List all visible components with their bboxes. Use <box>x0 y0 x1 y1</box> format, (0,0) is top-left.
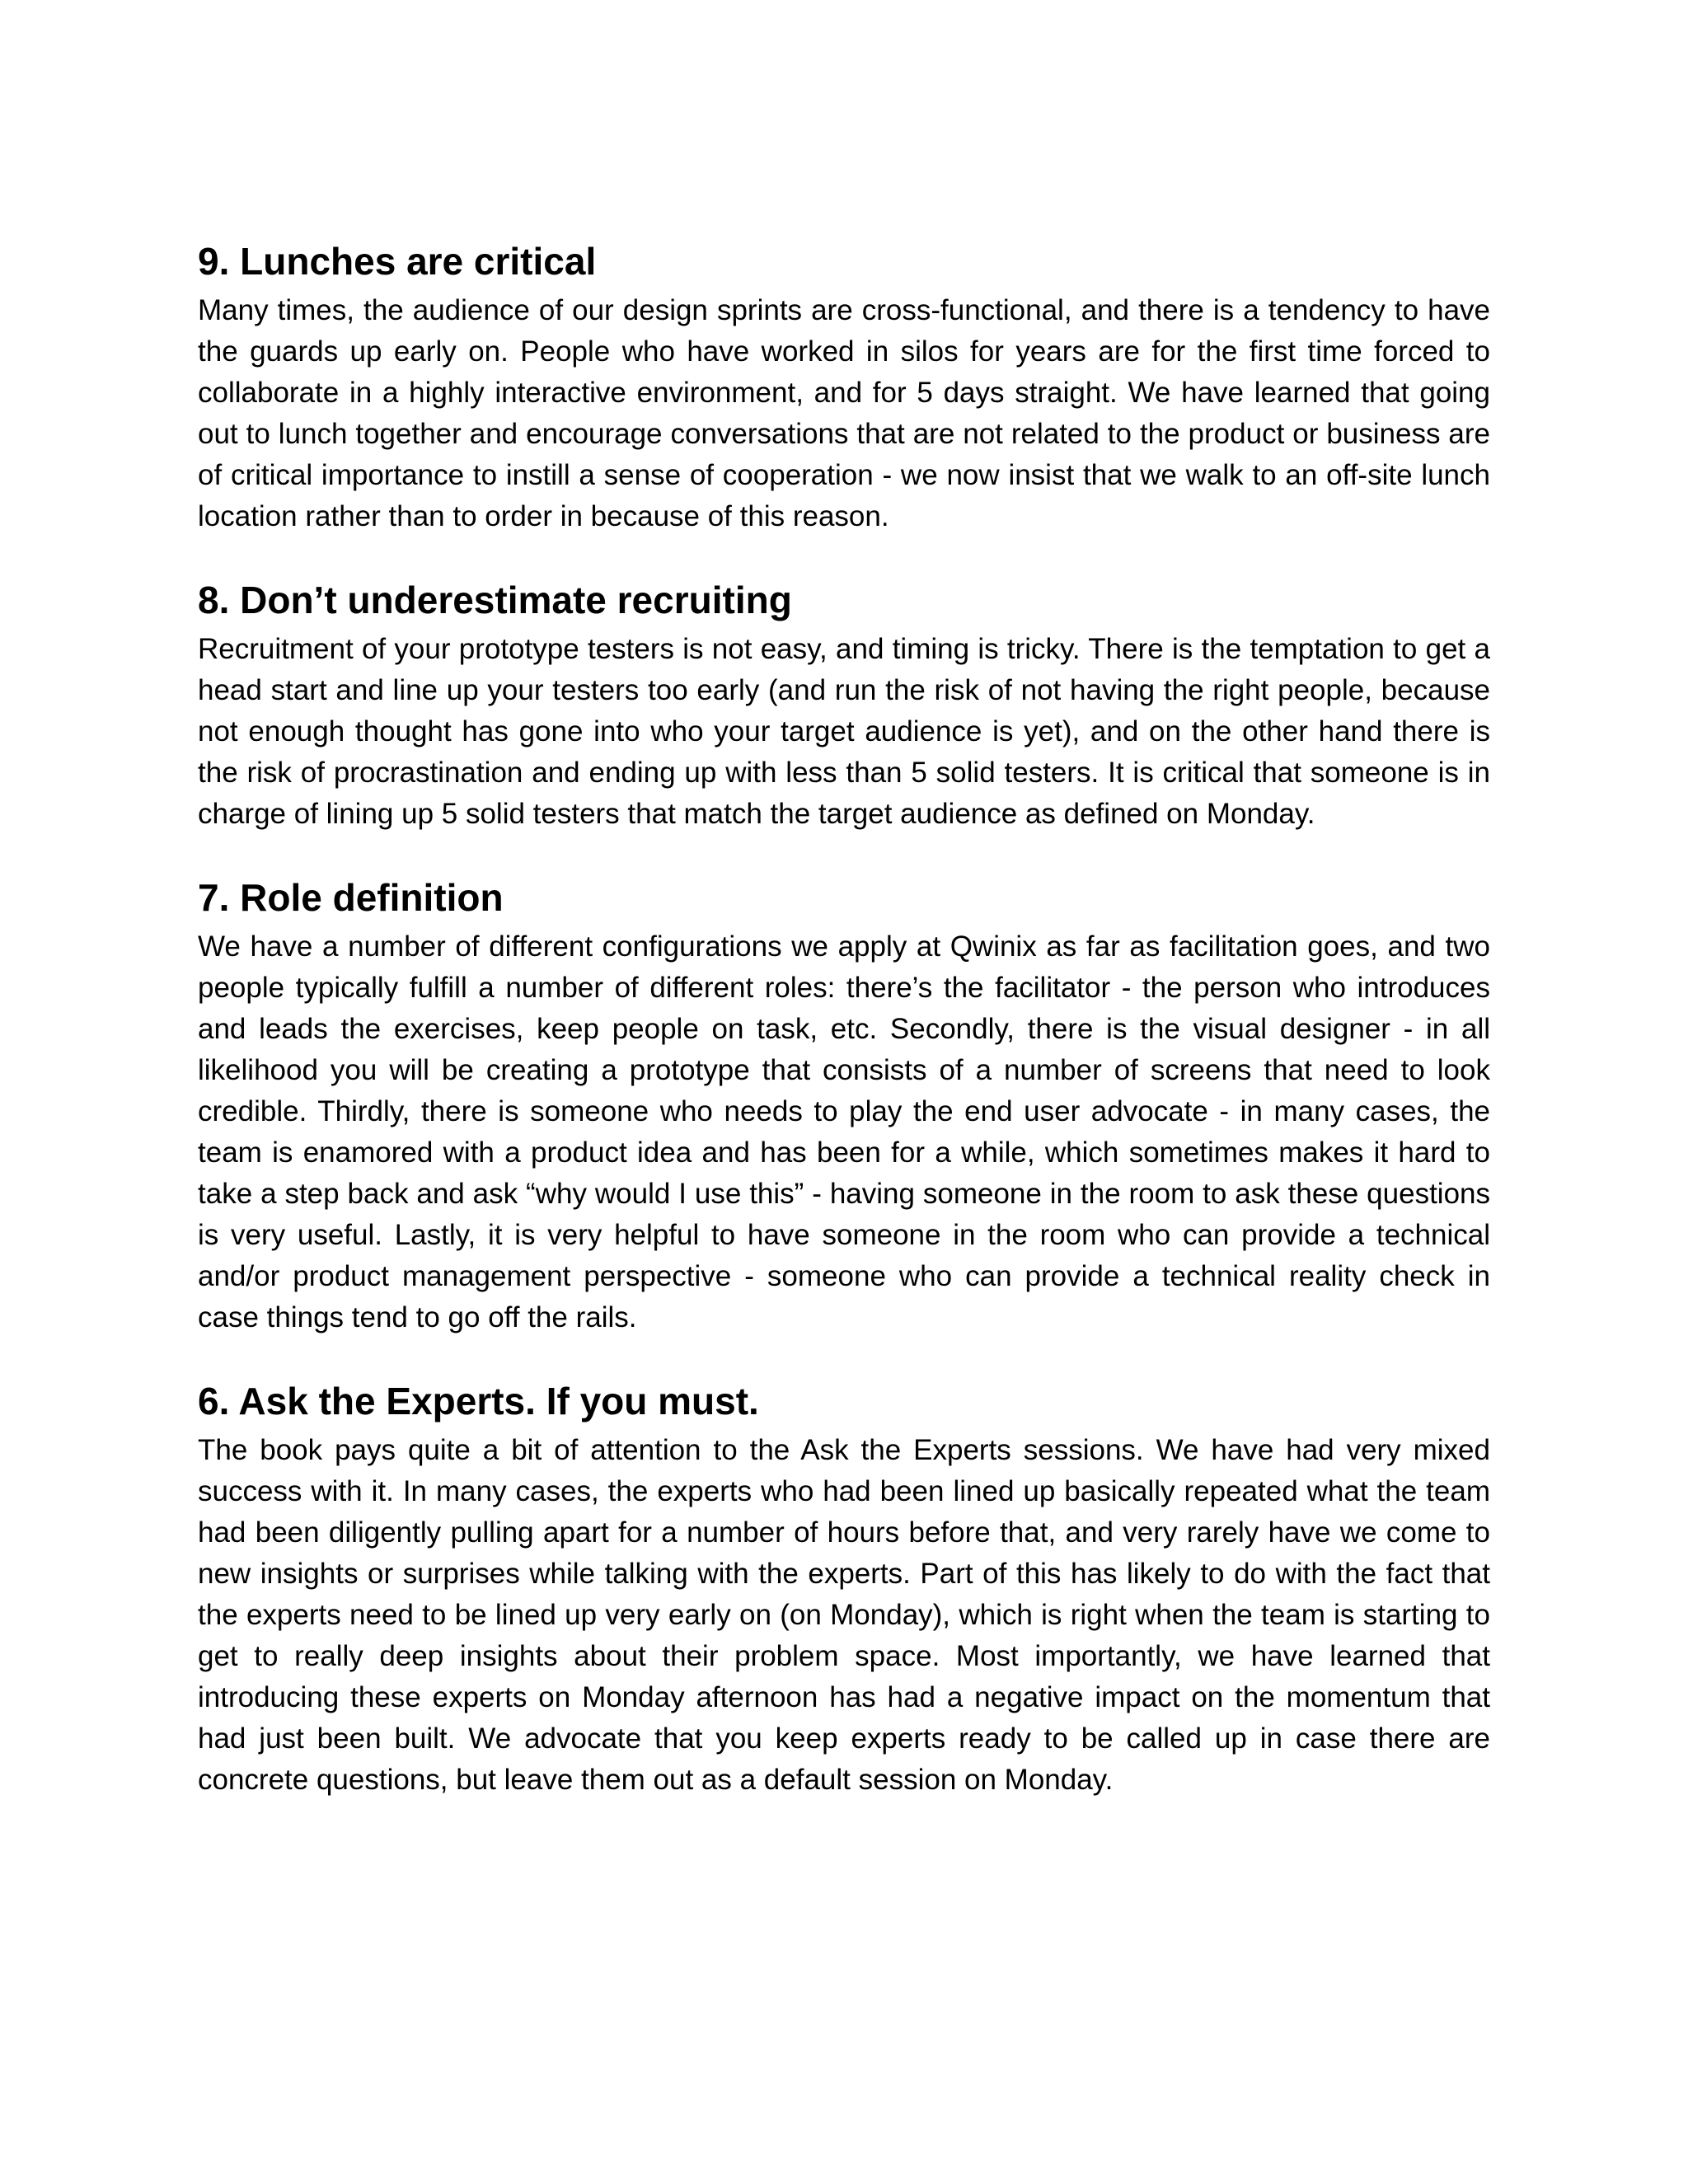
section-heading: 8. Don’t underestimate recruiting <box>198 579 792 621</box>
section-role-definition <box>198 874 1490 1338</box>
section-body: Many times, the audience of our design sprints are cross-functional, and there is a tendency to have the guards up early on. People who have worked in silos for years are for the first time forced to collaborate in a highly interactive environment, and for 5 days straight. We have learned that going out to lunch together and encourage conversations that are not related to the product or business are of critical importance to instill a sense of cooperation - we now insist that we walk to an off-site lunch location rather than to order in because of this reason. <box>198 294 1490 532</box>
section-heading: 7. Role definition <box>198 876 504 919</box>
section-body: Recruitment of your prototype testers is not easy, and timing is tricky. There is the temptation to get a head start and line up your testers too early (and run the risk of not having the right people, because not enough thought has gone into who your target audience is yet), and on the other hand there is the risk of procrastination and ending up with less than 5 solid testers. It is critical that someone is in charge of lining up 5 solid testers that match the target audience as defined on Monday. <box>198 633 1490 830</box>
section-recruiting <box>198 576 1490 835</box>
document-page <box>198 237 1490 1801</box>
section-heading: 6. Ask the Experts. If you must. <box>198 1380 759 1422</box>
section-body: We have a number of different configurations we apply at Qwinix as far as facilitation goes, and two people typically fulfill a number of different roles: there’s the facilitator - the person who introduces and leads the exercises, keep people on task, etc. Secondly, there is the visual designer - in all likelihood you will be creating a prototype that consists of a number of screens that need to look credible. Thirdly, there is someone who needs to play the end user advocate - in many cases, the team is enamored with a product idea and has been for a while, which sometimes makes it hard to take a step back and ask “why would I use this” - having someone in the room to ask these questions is very useful. Lastly, it is very helpful to have someone in the room who can provide a technical and/or product management perspective - someone who can provide a technical reality check in case things tend to go off the rails. <box>198 930 1490 1333</box>
section-ask-the-experts <box>198 1377 1490 1801</box>
section-lunches <box>198 237 1490 537</box>
section-body: The book pays quite a bit of attention to the Ask the Experts sessions. We have had very mixed success with it. In many cases, the experts who had been lined up basically repeated what the team had been diligently pulling apart for a number of hours before that, and very rarely have we come to new insights or surprises while talking with the experts. Part of this has likely to do with the fact that the experts need to be lined up very early on (on Monday), which is right when the team is starting to get to really deep insights about their problem space. Most importantly, we have learned that introducing these experts on Monday afternoon has had a negative impact on the momentum that had just been built. We advocate that you keep experts ready to be called up in case there are concrete questions, but leave them out as a default session on Monday. <box>198 1434 1490 1796</box>
section-heading: 9. Lunches are critical <box>198 240 597 283</box>
